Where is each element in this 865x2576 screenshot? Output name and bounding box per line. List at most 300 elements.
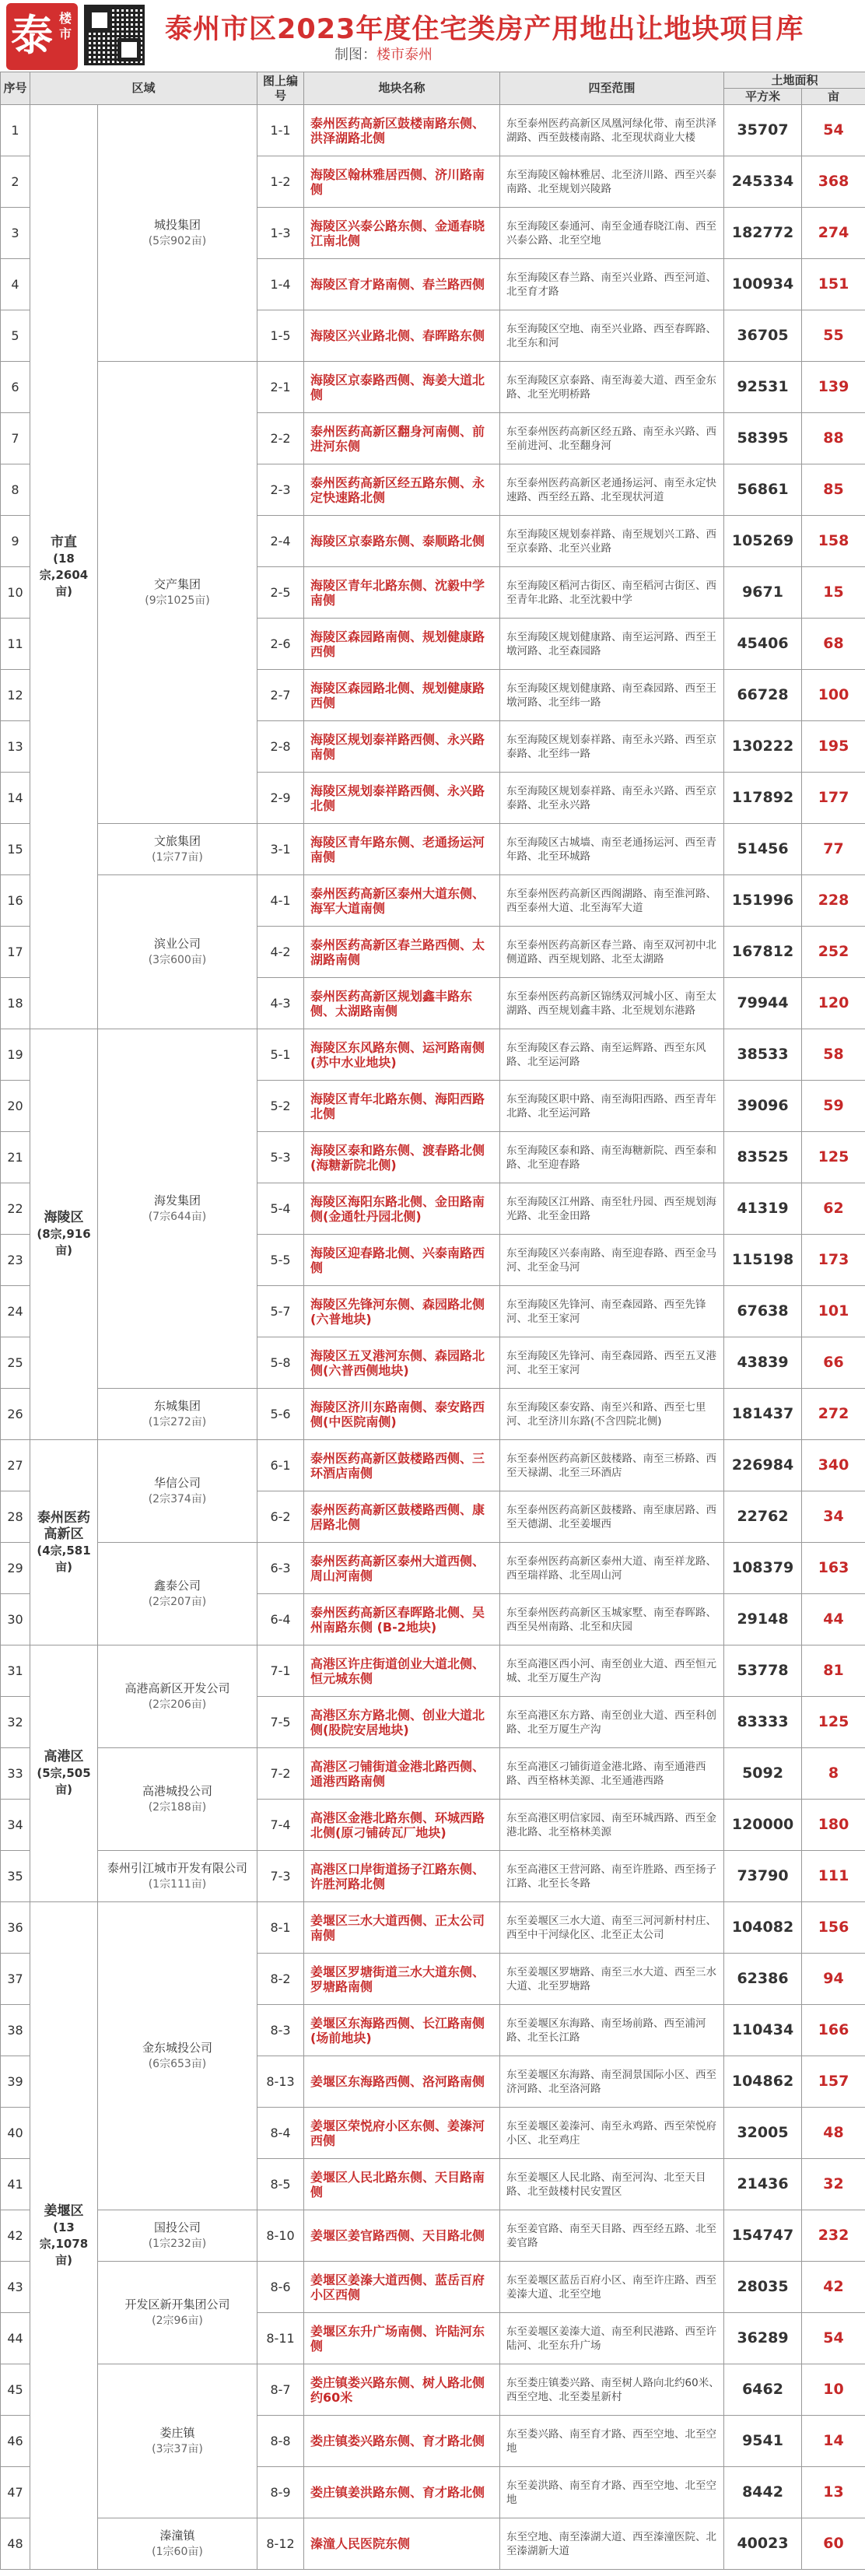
parcel-boundary: 东至海陵区规划健康路、南至运河路、西至王墩河路、北至森园路 <box>500 619 724 670</box>
parcel-name: 溱潼人民医院东侧 <box>304 2518 500 2570</box>
parcel-boundary: 东至泰州医药高新区锦绣双河城小区、南至太湖路、西至规划鑫丰路、北至规划东港路 <box>500 978 724 1029</box>
parcel-code: 8-7 <box>257 2364 304 2416</box>
row-index: 45 <box>1 2364 30 2416</box>
parcel-code: 8-10 <box>257 2210 304 2262</box>
logo-text: 泰 <box>11 10 53 60</box>
parcel-code: 8-1 <box>257 1902 304 1954</box>
parcel-name: 海陵区迎春路北侧、兴泰南路西侧 <box>304 1235 500 1286</box>
parcel-area-mu: 42 <box>802 2262 865 2313</box>
org-cell <box>98 1645 257 1748</box>
parcel-area-sqm: 58395 <box>724 413 802 464</box>
parcel-area-sqm: 226984 <box>724 1440 802 1491</box>
parcel-area-sqm: 43839 <box>724 1337 802 1389</box>
col-header-range: 四至范围 <box>500 72 724 105</box>
table-row <box>1 362 865 413</box>
row-index: 37 <box>1 1954 30 2005</box>
parcel-code: 8-4 <box>257 2108 304 2159</box>
parcel-name: 海陵区五叉港河东侧、森园路北侧(六普西侧地块) <box>304 1337 500 1389</box>
parcel-name: 高港区许庄街道创业大道北侧、恒元城东侧 <box>304 1645 500 1697</box>
parcel-area-sqm: 22762 <box>724 1491 802 1543</box>
parcel-code: 5-4 <box>257 1183 304 1235</box>
row-index: 18 <box>1 978 30 1029</box>
parcel-area-sqm: 120000 <box>724 1800 802 1851</box>
org-cell <box>98 2518 257 2570</box>
parcel-name: 姜堰区东海路西侧、洛河路南侧 <box>304 2056 500 2108</box>
col-header-code: 图上编号 <box>257 72 304 105</box>
parcel-boundary: 东至海陵区泰通河、南至金通春晓江南、西至兴泰公路、北至空地 <box>500 208 724 259</box>
parcel-area-mu: 32 <box>802 2159 865 2210</box>
parcel-area-sqm: 66728 <box>724 670 802 721</box>
parcel-name: 娄庄镇姜洪路东侧、育才路北侧 <box>304 2467 500 2518</box>
parcel-boundary: 东至姜官路、南至天目路、西至经五路、北至姜官路 <box>500 2210 724 2262</box>
parcel-code: 2-9 <box>257 773 304 824</box>
parcel-area-mu: 252 <box>802 927 865 978</box>
parcel-code: 5-3 <box>257 1132 304 1183</box>
parcel-area-mu: 13 <box>802 2467 865 2518</box>
parcel-code: 7-4 <box>257 1800 304 1851</box>
parcel-name: 泰州医药高新区规划鑫丰路东侧、太湖路南侧 <box>304 978 500 1029</box>
org-cell <box>98 1902 257 2210</box>
parcel-area-sqm: 108379 <box>724 1543 802 1594</box>
parcel-area-mu: 60 <box>802 2518 865 2570</box>
row-index: 25 <box>1 1337 30 1389</box>
col-header-region: 区域 <box>30 72 257 105</box>
parcel-boundary: 东至姜堰区三水大道、南至三河河新村村庄、西至中干河绿化区、北至正太公司 <box>500 1902 724 1954</box>
parcel-area-sqm: 105269 <box>724 516 802 567</box>
table-row <box>1 824 865 875</box>
parcel-name: 海陵区东风路东侧、运河路南侧(苏中水业地块) <box>304 1029 500 1081</box>
parcel-code: 4-1 <box>257 875 304 927</box>
parcel-area-sqm: 29148 <box>724 1594 802 1645</box>
region-summary: (18宗,2604亩) <box>39 551 89 598</box>
org-summary: (2宗206亩) <box>148 1698 207 1711</box>
row-index: 12 <box>1 670 30 721</box>
parcel-area-sqm: 62386 <box>724 1954 802 2005</box>
table-row <box>1 105 865 156</box>
col-header-name: 地块名称 <box>304 72 500 105</box>
parcel-name: 泰州医药高新区鼓楼路西侧、三环酒店南侧 <box>304 1440 500 1491</box>
row-index: 24 <box>1 1286 30 1337</box>
parcel-code: 2-8 <box>257 721 304 773</box>
org-cell <box>98 1389 257 1440</box>
row-index: 27 <box>1 1440 30 1491</box>
row-index: 30 <box>1 1594 30 1645</box>
parcel-boundary: 东至姜洪路、南至育才路、西至空地、北至空地 <box>500 2467 724 2518</box>
parcel-boundary: 东至泰州医药高新区西阁湖路、南至淮河路、西至泰州大道、北至海军大道 <box>500 875 724 927</box>
parcel-code: 2-3 <box>257 464 304 516</box>
parcel-code: 1-3 <box>257 208 304 259</box>
row-index: 5 <box>1 310 30 362</box>
parcel-code: 6-2 <box>257 1491 304 1543</box>
parcel-name: 高港区刁铺街道金港北路西侧、通港西路南侧 <box>304 1748 500 1800</box>
parcel-area-sqm: 79944 <box>724 978 802 1029</box>
parcel-boundary: 东至姜堰区姜溱河、南至永鸡路、西至荣悦府小区、北至鸡庄 <box>500 2108 724 2159</box>
row-index: 41 <box>1 2159 30 2210</box>
parcel-area-sqm: 92531 <box>724 362 802 413</box>
parcel-code: 4-3 <box>257 978 304 1029</box>
region-summary: (13宗,1078亩) <box>39 2220 89 2267</box>
parcel-name: 高港区金港北路东侧、环城西路北侧(原刁铺砖瓦厂地块) <box>304 1800 500 1851</box>
org-cell <box>98 875 257 1029</box>
parcel-code: 5-1 <box>257 1029 304 1081</box>
row-index: 11 <box>1 619 30 670</box>
org-name: 交产集团 <box>154 577 201 591</box>
parcel-name: 海陵区森园路北侧、规划健康路西侧 <box>304 670 500 721</box>
org-cell <box>98 1748 257 1851</box>
parcel-boundary: 东至海陵区春云路、南至运辉路、西至东风路、北至运河路 <box>500 1029 724 1081</box>
org-name: 鑫泰公司 <box>154 1578 201 1593</box>
row-index: 23 <box>1 1235 30 1286</box>
parcel-name: 泰州医药高新区泰州大道西侧、周山河南侧 <box>304 1543 500 1594</box>
org-name: 高港高新区开发公司 <box>124 1681 230 1695</box>
table-row <box>1 1389 865 1440</box>
parcel-area-sqm: 182772 <box>724 208 802 259</box>
parcel-boundary: 东至空地、南至溱湖大道、西至溱潼医院、北至溱湖新大道 <box>500 2518 724 2570</box>
org-summary: (3宗37亩) <box>152 2442 203 2455</box>
parcel-area-sqm: 110434 <box>724 2005 802 2056</box>
org-name: 东城集团 <box>154 1398 201 1413</box>
parcel-name: 海陵区规划泰祥路西侧、永兴路南侧 <box>304 721 500 773</box>
table-row <box>1 2518 865 2570</box>
parcel-code: 2-1 <box>257 362 304 413</box>
parcel-code: 2-4 <box>257 516 304 567</box>
parcel-boundary: 东至泰州医药高新区凤凰河绿化带、南至洪泽湖路、西至鼓楼南路、北至现状商业大楼 <box>500 105 724 156</box>
row-index: 20 <box>1 1081 30 1132</box>
parcel-code: 1-5 <box>257 310 304 362</box>
parcel-area-mu: 44 <box>802 1594 865 1645</box>
parcel-boundary: 东至海陵区规划泰祥路、南至永兴路、西至京泰路、北至永兴路 <box>500 773 724 824</box>
parcel-area-sqm: 154747 <box>724 2210 802 2262</box>
parcel-area-mu: 177 <box>802 773 865 824</box>
parcel-boundary: 东至海陵区春兰路、南至兴业路、西至河道、北至育才路 <box>500 259 724 310</box>
row-index: 36 <box>1 1902 30 1954</box>
parcel-area-sqm: 151996 <box>724 875 802 927</box>
row-index: 22 <box>1 1183 30 1235</box>
parcel-boundary: 东至姜堰区姜溱大道、南至利民港路、西至许陆河、北至东升广场 <box>500 2313 724 2364</box>
parcel-code: 7-3 <box>257 1851 304 1902</box>
org-name: 高港城投公司 <box>142 1783 213 1798</box>
parcel-area-mu: 10 <box>802 2364 865 2416</box>
parcel-area-mu: 66 <box>802 1337 865 1389</box>
region-name: 姜堰区 <box>44 2203 84 2219</box>
row-index: 38 <box>1 2005 30 2056</box>
parcel-area-mu: 340 <box>802 1440 865 1491</box>
producer-label: 制图： <box>334 47 376 63</box>
row-index: 9 <box>1 516 30 567</box>
parcel-area-sqm: 181437 <box>724 1389 802 1440</box>
parcel-area-mu: 81 <box>802 1645 865 1697</box>
parcel-boundary: 东至海陵区规划泰祥路、南至永兴路、西至京泰路、北至纬一路 <box>500 721 724 773</box>
parcel-boundary: 东至海陵区先锋河、南至森园路、西至先锋河、北至王家河 <box>500 1286 724 1337</box>
parcel-boundary: 东至泰州医药高新区鼓楼路、南至三桥路、西至天禄湖、北至三环酒店 <box>500 1440 724 1491</box>
parcel-area-sqm: 9541 <box>724 2416 802 2467</box>
parcel-boundary: 东至海陵区规划健康路、南至森园路、西至王墩河路、北至纬一路 <box>500 670 724 721</box>
logo-side-text: 楼市 <box>58 11 72 41</box>
parcel-boundary: 东至海陵区京泰路、南至海姜大道、西至金东路、北至光明桥路 <box>500 362 724 413</box>
land-parcel-table <box>0 72 865 2570</box>
parcel-boundary: 东至高港区西小河、南至创业大道、西至恒元城、北至万厦生产沟 <box>500 1645 724 1697</box>
parcel-name: 海陵区京泰路西侧、海姜大道北侧 <box>304 362 500 413</box>
parcel-code: 8-5 <box>257 2159 304 2210</box>
parcel-code: 8-8 <box>257 2416 304 2467</box>
parcel-code: 8-11 <box>257 2313 304 2364</box>
parcel-area-sqm: 45406 <box>724 619 802 670</box>
parcel-area-mu: 34 <box>802 1491 865 1543</box>
parcel-area-sqm: 35707 <box>724 105 802 156</box>
parcel-name: 姜堰区人民北路东侧、天目路南侧 <box>304 2159 500 2210</box>
parcel-area-mu: 163 <box>802 1543 865 1594</box>
parcel-code: 7-1 <box>257 1645 304 1697</box>
table-row <box>1 2210 865 2262</box>
org-summary: (2宗207亩) <box>148 1595 207 1608</box>
parcel-area-mu: 111 <box>802 1851 865 1902</box>
region-summary: (5宗,505亩) <box>37 1766 91 1796</box>
parcel-area-sqm: 104862 <box>724 2056 802 2108</box>
parcel-code: 6-3 <box>257 1543 304 1594</box>
parcel-boundary: 东至姜堰区罗塘路、南至三水大道、西至三水大道、北至罗塘路 <box>500 1954 724 2005</box>
org-summary: (1宗77亩) <box>152 850 203 864</box>
row-index: 32 <box>1 1697 30 1748</box>
row-index: 19 <box>1 1029 30 1081</box>
parcel-name: 泰州医药高新区泰州大道东侧、海军大道南侧 <box>304 875 500 927</box>
parcel-area-mu: 166 <box>802 2005 865 2056</box>
row-index: 10 <box>1 567 30 619</box>
row-index: 13 <box>1 721 30 773</box>
org-cell <box>98 824 257 875</box>
parcel-boundary: 东至泰州医药高新区玉城家墅、南至春晖路、西至吴州南路、北至和庆园 <box>500 1594 724 1645</box>
row-index: 35 <box>1 1851 30 1902</box>
row-index: 2 <box>1 156 30 208</box>
parcel-boundary: 东至高港区东方路、南至创业大道、西至科创路、北至万厦生产沟 <box>500 1697 724 1748</box>
parcel-name: 姜堰区荣悦府小区东侧、姜溱河西侧 <box>304 2108 500 2159</box>
region-summary: (8宗,916亩) <box>37 1227 91 1257</box>
parcel-code: 8-12 <box>257 2518 304 2570</box>
table-row <box>1 1029 865 1081</box>
parcel-name: 泰州医药高新区春兰路西侧、太湖路南侧 <box>304 927 500 978</box>
parcel-area-sqm: 53778 <box>724 1645 802 1697</box>
parcel-name: 泰州医药高新区翻身河南侧、前进河东侧 <box>304 413 500 464</box>
row-index: 42 <box>1 2210 30 2262</box>
parcel-code: 8-2 <box>257 1954 304 2005</box>
parcel-code: 8-3 <box>257 2005 304 2056</box>
row-index: 8 <box>1 464 30 516</box>
org-cell <box>98 1851 257 1902</box>
parcel-area-sqm: 115198 <box>724 1235 802 1286</box>
page-title: 泰州市区2023年度住宅类房产用地出让地块项目库 <box>165 14 804 45</box>
parcel-code: 7-2 <box>257 1748 304 1800</box>
parcel-area-sqm: 130222 <box>724 721 802 773</box>
parcel-area-sqm: 40023 <box>724 2518 802 2570</box>
region-name: 泰州医药高新区 <box>37 1509 90 1542</box>
parcel-area-mu: 54 <box>802 2313 865 2364</box>
parcel-area-mu: 272 <box>802 1389 865 1440</box>
table-row <box>1 2262 865 2313</box>
parcel-name: 姜堰区东海路西侧、长江路南侧(场前地块) <box>304 2005 500 2056</box>
parcel-area-mu: 125 <box>802 1132 865 1183</box>
parcel-area-sqm: 167812 <box>724 927 802 978</box>
parcel-area-mu: 368 <box>802 156 865 208</box>
parcel-code: 3-1 <box>257 824 304 875</box>
parcel-code: 1-2 <box>257 156 304 208</box>
parcel-code: 2-6 <box>257 619 304 670</box>
parcel-code: 7-5 <box>257 1697 304 1748</box>
parcel-area-sqm: 51456 <box>724 824 802 875</box>
org-summary: (1宗111亩) <box>148 1877 207 1891</box>
parcel-area-mu: 58 <box>802 1029 865 1081</box>
parcel-area-sqm: 83525 <box>724 1132 802 1183</box>
table-row <box>1 1748 865 1800</box>
org-cell <box>98 2262 257 2364</box>
producer-name: 楼市泰州 <box>376 47 432 63</box>
parcel-code: 1-4 <box>257 259 304 310</box>
parcel-name: 海陵区兴泰公路东侧、金通春晓江南北侧 <box>304 208 500 259</box>
row-index: 44 <box>1 2313 30 2364</box>
parcel-boundary: 东至海陵区江州路、南至牡丹园、西至规划海光路、北至金田路 <box>500 1183 724 1235</box>
parcel-area-mu: 68 <box>802 619 865 670</box>
parcel-boundary: 东至海陵区先锋河、南至森园路、西至五叉港河、北至王家河 <box>500 1337 724 1389</box>
parcel-code: 8-6 <box>257 2262 304 2313</box>
parcel-name: 海陵区先锋河东侧、森园路北侧(六普地块) <box>304 1286 500 1337</box>
parcel-area-mu: 156 <box>802 1902 865 1954</box>
parcel-boundary: 东至泰州医药高新区经五路、南至永兴路、西至前进河、北至翻身河 <box>500 413 724 464</box>
parcel-code: 5-2 <box>257 1081 304 1132</box>
parcel-name: 海陵区规划泰祥路西侧、永兴路北侧 <box>304 773 500 824</box>
row-index: 40 <box>1 2108 30 2159</box>
parcel-boundary: 东至海陵区泰安路、南至兴和路、西至七里河、北至济川东路(不含四院北侧) <box>500 1389 724 1440</box>
parcel-area-mu: 94 <box>802 1954 865 2005</box>
org-summary: (2宗188亩) <box>148 1800 207 1814</box>
org-summary: (2宗374亩) <box>148 1492 207 1505</box>
org-cell <box>98 1440 257 1543</box>
parcel-name: 泰州医药高新区经五路东侧、永定快速路北侧 <box>304 464 500 516</box>
org-name: 泰州引江城市开发有限公司 <box>107 1860 248 1875</box>
row-index: 33 <box>1 1748 30 1800</box>
parcel-code: 5-6 <box>257 1389 304 1440</box>
region-summary: (4宗,581亩) <box>37 1543 91 1574</box>
org-cell <box>98 362 257 824</box>
row-index: 43 <box>1 2262 30 2313</box>
brand-logo <box>6 3 78 70</box>
parcel-name: 海陵区青年北路东侧、沈毅中学南侧 <box>304 567 500 619</box>
parcel-area-mu: 101 <box>802 1286 865 1337</box>
row-index: 28 <box>1 1491 30 1543</box>
parcel-area-mu: 157 <box>802 2056 865 2108</box>
parcel-area-sqm: 117892 <box>724 773 802 824</box>
col-header-sqm: 平方米 <box>724 89 802 105</box>
parcel-area-mu: 173 <box>802 1235 865 1286</box>
parcel-name: 姜堰区东升广场南侧、许陆河东侧 <box>304 2313 500 2364</box>
parcel-boundary: 东至海陵区职中路、南至海阳西路、西至青年北路、北至运河路 <box>500 1081 724 1132</box>
row-index: 46 <box>1 2416 30 2467</box>
org-name: 娄庄镇 <box>159 2425 195 2440</box>
parcel-area-sqm: 39096 <box>724 1081 802 1132</box>
table-row <box>1 1440 865 1491</box>
parcel-area-mu: 180 <box>802 1800 865 1851</box>
parcel-boundary: 东至海陵区规划泰祥路、南至规划兴工路、西至京泰路、北至兴业路 <box>500 516 724 567</box>
org-cell <box>98 105 257 362</box>
page-header <box>0 0 865 72</box>
parcel-code: 8-13 <box>257 2056 304 2108</box>
parcel-boundary: 东至海陵区古城墙、南至老通扬运河、西至青年路、北至环城路 <box>500 824 724 875</box>
table-row <box>1 1902 865 1954</box>
parcel-area-sqm: 41319 <box>724 1183 802 1235</box>
parcel-name: 海陵区京泰路东侧、泰顺路北侧 <box>304 516 500 567</box>
parcel-boundary: 东至姜堰区东海路、南至场前路、西至浦河路、北至长江路 <box>500 2005 724 2056</box>
parcel-boundary: 东至姜堰区人民北路、南至河沟、北至天目路、北至鼓楼村民安置区 <box>500 2159 724 2210</box>
parcel-area-mu: 59 <box>802 1081 865 1132</box>
region-cell <box>30 1029 98 1440</box>
parcel-area-mu: 139 <box>802 362 865 413</box>
table-body <box>1 105 865 2570</box>
row-index: 31 <box>1 1645 30 1697</box>
org-cell <box>98 2210 257 2262</box>
parcel-area-sqm: 36705 <box>724 310 802 362</box>
col-header-idx: 序号 <box>1 72 30 105</box>
parcel-code: 5-7 <box>257 1286 304 1337</box>
parcel-name: 海陵区海阳东路北侧、金田路南侧(金通牡丹园北侧) <box>304 1183 500 1235</box>
row-index: 4 <box>1 259 30 310</box>
row-index: 16 <box>1 875 30 927</box>
parcel-area-mu: 55 <box>802 310 865 362</box>
row-index: 3 <box>1 208 30 259</box>
parcel-area-sqm: 83333 <box>724 1697 802 1748</box>
region-name: 高港区 <box>44 1749 84 1765</box>
org-summary: (1宗272亩) <box>148 1415 207 1428</box>
parcel-boundary: 东至姜堰区蓝岳百府小区、南至许庄路、西至姜溱大道、北至空地 <box>500 2262 724 2313</box>
parcel-code: 2-5 <box>257 567 304 619</box>
parcel-area-mu: 151 <box>802 259 865 310</box>
parcel-area-sqm: 9671 <box>724 567 802 619</box>
parcel-boundary: 东至高港区王营河路、南至许胜路、西至扬子江路、北至长冬路 <box>500 1851 724 1902</box>
parcel-boundary: 东至娄兴路、南至育才路、西至空地、北至空地 <box>500 2416 724 2467</box>
parcel-area-mu: 85 <box>802 464 865 516</box>
region-cell <box>30 1902 98 2570</box>
parcel-boundary: 东至海陵区泰和路、南至海糖新院、西至泰和路、北至迎春路 <box>500 1132 724 1183</box>
row-index: 34 <box>1 1800 30 1851</box>
parcel-area-mu: 15 <box>802 567 865 619</box>
parcel-boundary: 东至海陵区翰林雅居、北至济川路、西至兴泰南路、北至规划兴陵路 <box>500 156 724 208</box>
row-index: 6 <box>1 362 30 413</box>
org-cell <box>98 2364 257 2518</box>
org-summary: (6宗653亩) <box>148 2057 207 2070</box>
parcel-area-mu: 195 <box>802 721 865 773</box>
parcel-boundary: 东至海陵区空地、南至兴业路、西至春晖路、北至东和河 <box>500 310 724 362</box>
org-name: 滨业公司 <box>154 936 201 951</box>
parcel-boundary: 东至海陵区兴泰南路、南至迎春路、西至金马河、北至金马河 <box>500 1235 724 1286</box>
parcel-area-sqm: 73790 <box>724 1851 802 1902</box>
parcel-area-mu: 100 <box>802 670 865 721</box>
parcel-code: 5-8 <box>257 1337 304 1389</box>
parcel-area-sqm: 56861 <box>724 464 802 516</box>
parcel-name: 海陵区育才路南侧、春兰路西侧 <box>304 259 500 310</box>
region-name: 海陵区 <box>44 1210 84 1225</box>
parcel-name: 海陵区青年路东侧、老通扬运河南侧 <box>304 824 500 875</box>
parcel-area-mu: 274 <box>802 208 865 259</box>
region-cell <box>30 1440 98 1645</box>
parcel-boundary: 东至高港区刁铺街道金港北路、南至通港西路、西至格林美源、北至通港西路 <box>500 1748 724 1800</box>
region-cell <box>30 105 98 1029</box>
org-summary: (2宗96亩) <box>152 2314 203 2327</box>
table-row <box>1 1543 865 1594</box>
parcel-area-sqm: 67638 <box>724 1286 802 1337</box>
parcel-name: 海陵区济川东路南侧、泰安路西侧(中医院南侧) <box>304 1389 500 1440</box>
parcel-boundary: 东至泰州医药高新区鼓楼路、南至康居路、西至天德湖、北至姜堰西 <box>500 1491 724 1543</box>
org-name: 城投集团 <box>154 217 201 232</box>
org-name: 国投公司 <box>154 2220 201 2234</box>
parcel-name: 姜堰区姜溱大道西侧、蓝岳百府小区西侧 <box>304 2262 500 2313</box>
parcel-area-sqm: 32005 <box>724 2108 802 2159</box>
producer-line <box>334 44 432 64</box>
